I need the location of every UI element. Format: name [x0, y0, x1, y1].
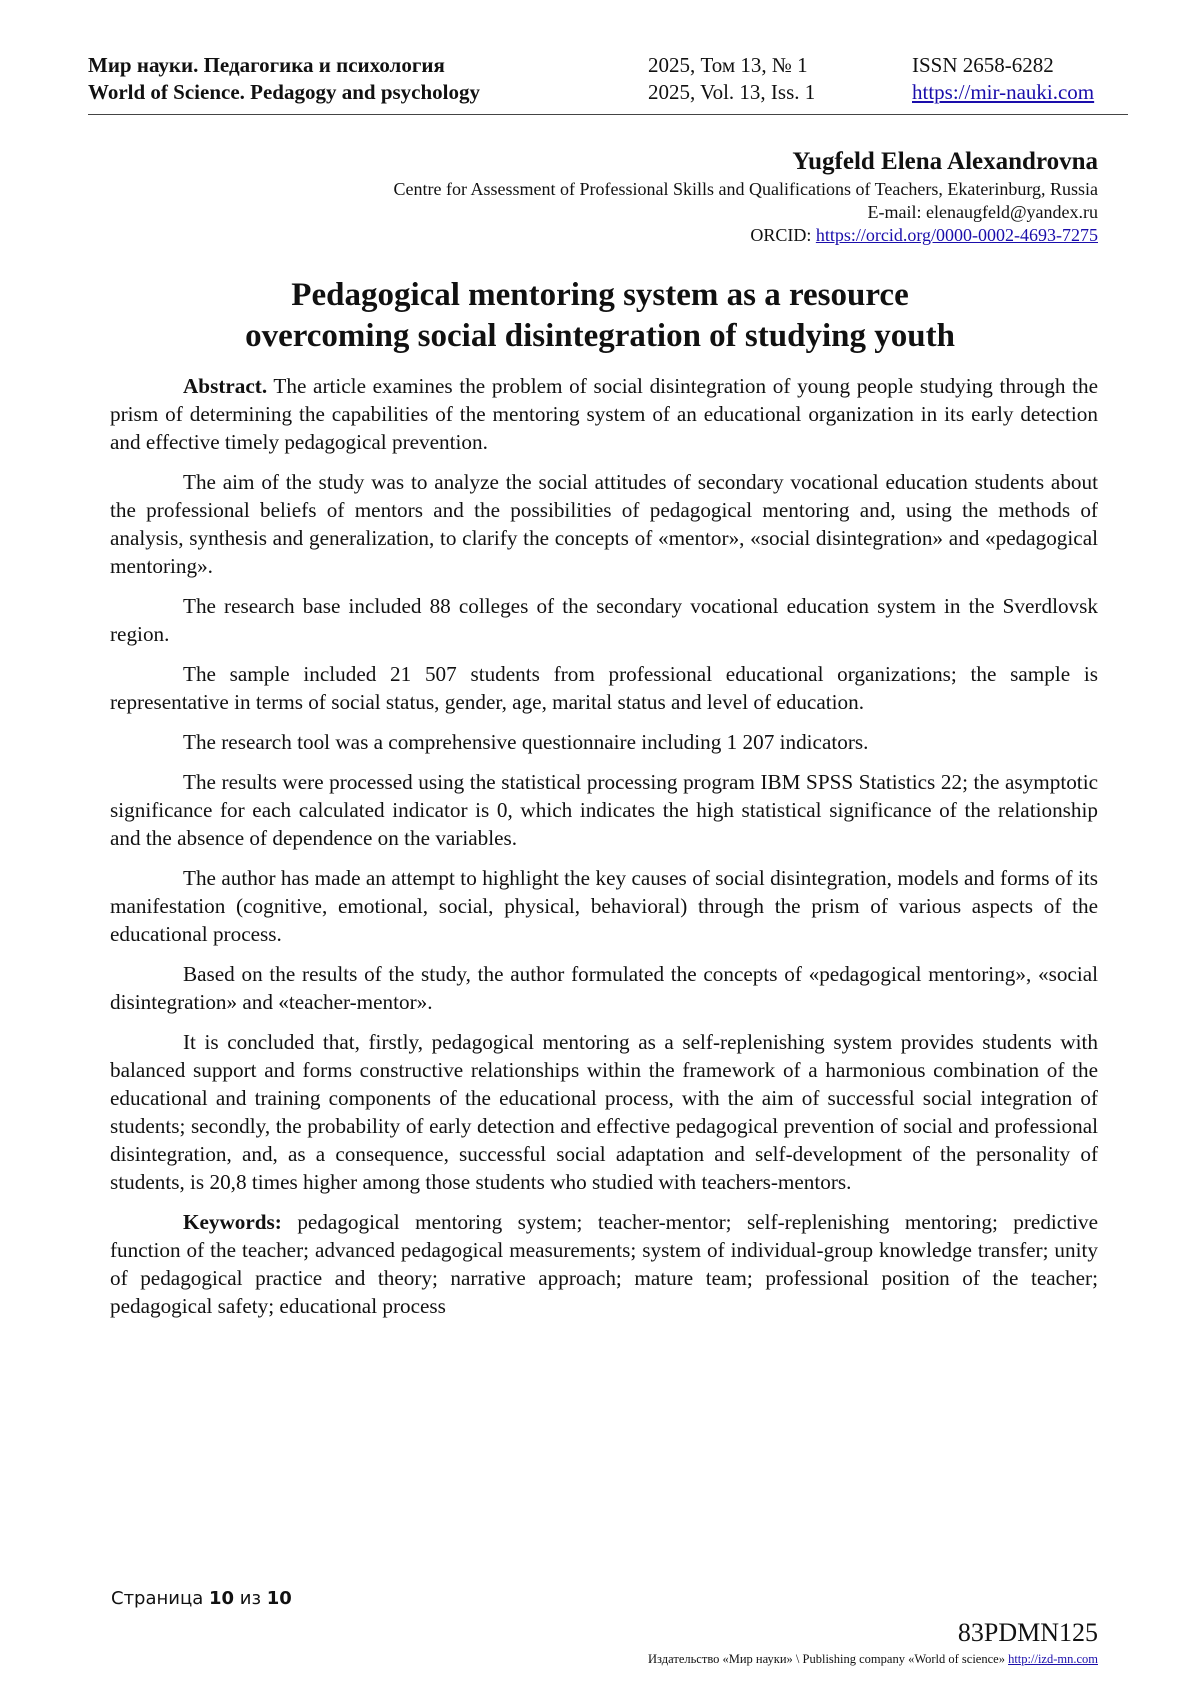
issn: ISSN 2658-6282 [912, 53, 1054, 77]
abstract-paragraph-6: The results were processed using the statistical processing program IBM SPSS Statistics 22; the asymptotic significance for each calculated indicator is 0, which indicates the high statistical significance of the relationship and the absence of dependence on the variables. [110, 770, 1098, 850]
page-counter [111, 1588, 292, 1609]
abstract-paragraph-4: The sample included 21 507 students from professional educational organizations; the sample is representative in terms of social status, gender, age, marital status and level of education. [110, 662, 1098, 714]
publisher-link[interactable]: http://izd-mn.com [1008, 1652, 1098, 1666]
abstract-paragraph-5: The research tool was a comprehensive questionnaire including 1 207 indicators. [183, 730, 869, 754]
page-total: 10 [266, 1588, 292, 1609]
article-title [100, 275, 1100, 357]
author-affiliation: Centre for Assessment of Professional Skills and Qualifications of Teachers, Ekaterinburg, Russia [393, 179, 1098, 199]
author-email: E-mail: elenaugfeld@yandex.ru [867, 202, 1098, 222]
journal-name-column [88, 52, 480, 106]
abstract-text: The article examines the problem of social disintegration of young people studying through the prism of determining the capabilities of the mentoring system of an educational organization in its early detection and effective timely pedagogical prevention. [110, 374, 1098, 454]
abstract-body [110, 372, 1098, 1332]
volume-column [648, 52, 815, 106]
author-block [394, 146, 1098, 247]
abstract-paragraph-8: Based on the results of the study, the author formulated the concepts of «pedagogical mentoring», «social disintegration» and «teacher-mentor». [110, 962, 1098, 1014]
page-of: из [234, 1588, 267, 1609]
article-code: 83PDMN125 [957, 1618, 1098, 1647]
abstract-label: Abstract. [183, 374, 268, 398]
journal-website-link[interactable]: https://mir-nauki.com [912, 80, 1095, 104]
page-word: Страница [111, 1588, 209, 1609]
keywords-paragraph [110, 1208, 1098, 1320]
orcid-label: ORCID: [750, 225, 816, 245]
keywords-label: Keywords: [183, 1210, 282, 1234]
author-name: Yugfeld Elena Alexandrovna [792, 148, 1098, 175]
journal-header [88, 52, 1128, 115]
journal-name-en: World of Science. Pedagogy and psychology [88, 80, 481, 104]
page-current: 10 [208, 1588, 235, 1609]
abstract-paragraph-3: The research base included 88 colleges of the secondary vocational education system in the Sverdlovsk region. [110, 594, 1098, 646]
title-line-2: overcoming social disintegration of studying youth [245, 318, 955, 354]
publisher-text: Издательство «Мир науки» \ Publishing company «World of science» [648, 1652, 1009, 1666]
volume-ru: 2025, Том 13, № 1 [648, 53, 808, 77]
abstract-paragraph-7: The author has made an attempt to highlight the key causes of social disintegration, models and forms of its manifestation (cognitive, emotional, social, physical, behavioral) through the prism of various aspects of the educational process. [110, 866, 1098, 946]
publisher-line [648, 1652, 1098, 1667]
issn-column [912, 52, 1094, 106]
title-line-1: Pedagogical mentoring system as a resource [291, 277, 909, 313]
abstract-paragraph-2: The aim of the study was to analyze the social attitudes of secondary vocational education students about the professional beliefs of mentors and the possibilities of pedagogical mentoring and, using the methods of analysis, synthesis and generalization, to clarify the concepts of «mentor», «social disintegration» and «pedagogical mentoring». [110, 470, 1098, 578]
volume-en: 2025, Vol. 13, Iss. 1 [648, 80, 816, 104]
keywords-text: pedagogical mentoring system; teacher-mentor; self-replenishing mentoring; predictive function of the teacher; advanced pedagogical measurements; system of individual-group knowledge transfer; unity of pedagogical practice and theory; narrative approach; mature team; professional position of the teacher; pedagogical safety; educational process [110, 1210, 1098, 1318]
abstract-paragraph-1 [110, 372, 1098, 456]
journal-name-ru: Мир науки. Педагогика и психология [88, 53, 445, 77]
orcid-link[interactable]: https://orcid.org/0000-0002-4693-7275 [815, 225, 1098, 245]
author-orcid [394, 224, 1098, 247]
abstract-paragraph-9: It is concluded that, firstly, pedagogical mentoring as a self-replenishing system provides students with balanced support and forms constructive relationships within the framework of a harmonious combination of the educational and training components of the educational process, with the aim of successful social integration of students; secondly, the probability of early detection and effective pedagogical prevention of social and professional disintegration, and, as a consequence, successful social adaptation and self-development of the personality of students, is 20,8 times higher among those students who studied with teachers-mentors. [110, 1030, 1098, 1194]
